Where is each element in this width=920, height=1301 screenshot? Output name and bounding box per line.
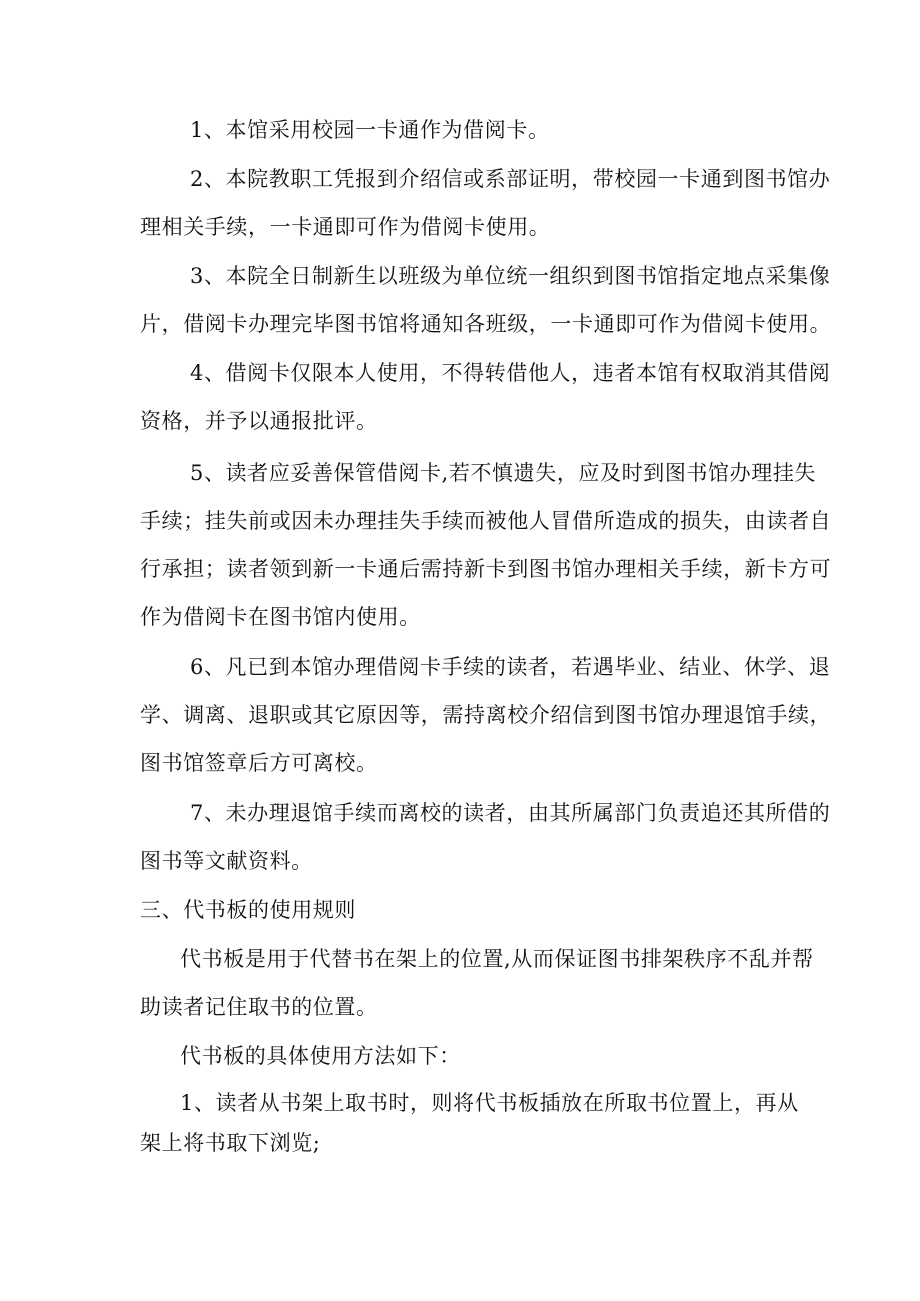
paragraph-line: 手续；挂失前或因未办理挂失手续而被他人冒借所造成的损失，由读者自 bbox=[140, 509, 832, 533]
paragraph-line: 5、读者应妥善保管借阅卡,若不慎遗失，应及时到图书馆办理挂失 bbox=[190, 461, 817, 485]
paragraph-6 bbox=[140, 643, 831, 787]
paragraph-line: 理相关手续，一卡通即可作为借阅卡使用。 bbox=[140, 215, 551, 239]
paragraph-line: 3、本院全日制新生以班级为单位统一组织到图书馆指定地点采集像 bbox=[190, 264, 831, 288]
paragraph-3 bbox=[140, 252, 831, 348]
paragraph-line: 资格，并予以通报批评。 bbox=[140, 409, 378, 433]
paragraph-line: 图书等文献资料。 bbox=[140, 849, 313, 873]
paragraph-line: 代书板的具体使用方法如下： bbox=[180, 1044, 461, 1068]
paragraph-2 bbox=[140, 155, 830, 251]
paragraph-line: 4、借阅卡仅限本人使用，不得转借他人，违者本馆有权取消其借阅 bbox=[190, 361, 831, 385]
paragraph-10 bbox=[140, 1083, 799, 1163]
paragraph-line: 2、本院教职工凭报到介绍信或系部证明，带校园一卡通到图书馆办 bbox=[190, 167, 831, 191]
paragraph-line: 1、本馆采用校园一卡通作为借阅卡。 bbox=[190, 118, 550, 142]
paragraph-1 bbox=[190, 106, 550, 154]
paragraph-line: 代书板是用于代替书在架上的位置,从而保证图书排架秩序不乱并帮 bbox=[180, 947, 814, 971]
paragraph-line: 7、未办理退馆手续而离校的读者，由其所属部门负责追还其所借的 bbox=[190, 801, 831, 825]
paragraph-line: 6、凡已到本馆办理借阅卡手续的读者，若遇毕业、结业、休学、退 bbox=[190, 655, 831, 679]
paragraph-line: 作为借阅卡在图书馆内使用。 bbox=[140, 605, 421, 629]
paragraph-7 bbox=[140, 789, 830, 885]
paragraph-line: 助读者记住取书的位置。 bbox=[140, 995, 378, 1019]
paragraph-line: 架上将书取下浏览; bbox=[140, 1131, 321, 1155]
section-heading bbox=[140, 886, 356, 934]
paragraph-4 bbox=[140, 349, 830, 445]
paragraph-9 bbox=[180, 1032, 461, 1080]
paragraph-8 bbox=[140, 935, 814, 1031]
section-heading-line: 三、代书板的使用规则 bbox=[140, 898, 356, 922]
paragraph-line: 学、调离、退职或其它原因等，需持离校介绍信到图书馆办理退馆手续， bbox=[140, 703, 832, 727]
paragraph-line: 行承担；读者领到新一卡通后需持新卡到图书馆办理相关手续，新卡方可 bbox=[140, 557, 832, 581]
paragraph-line: 图书馆签章后方可离校。 bbox=[140, 751, 378, 775]
paragraph-5 bbox=[140, 449, 831, 641]
paragraph-line: 片，借阅卡办理完毕图书馆将通知各班级，一卡通即可作为借阅卡使用。 bbox=[140, 312, 832, 336]
paragraph-line: 1、读者从书架上取书时，则将代书板插放在所取书位置上，再从 bbox=[180, 1091, 799, 1115]
